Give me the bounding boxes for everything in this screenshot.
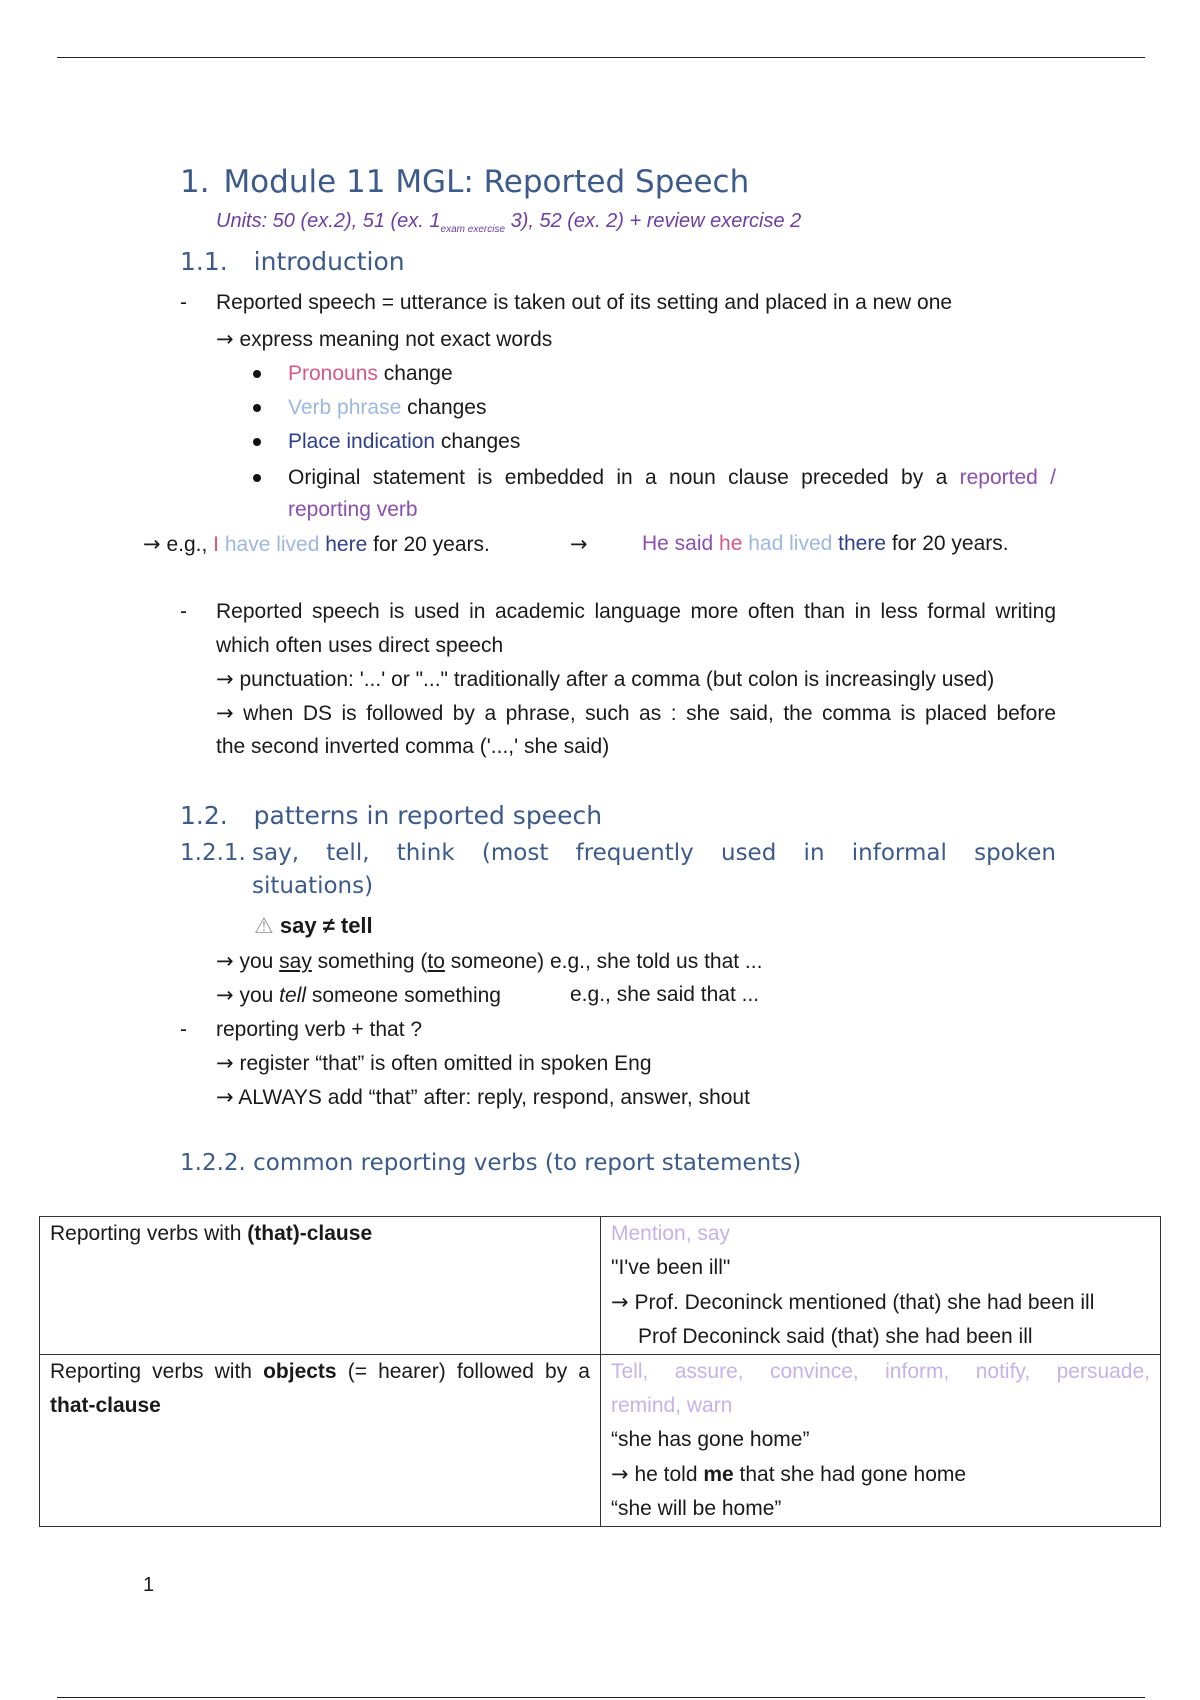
text: someone) e.g., she told us that ... bbox=[444, 950, 763, 973]
arrow-text: when DS is followed by a phrase, such as : she said, the comma is placed before bbox=[243, 702, 1056, 725]
title-text: Module 11 MGL: Reported Speech bbox=[223, 164, 750, 200]
section-number: 1.2.2. bbox=[180, 1150, 246, 1176]
arrow-text-continued: the second inverted comma ('...,' she said) bbox=[216, 735, 610, 758]
arrow-line bbox=[216, 662, 994, 697]
warning-line bbox=[254, 909, 373, 944]
text: someone something bbox=[306, 984, 501, 1007]
footer-rule bbox=[57, 1697, 1145, 1698]
bullet-dot-icon bbox=[253, 404, 261, 412]
list-item bbox=[288, 357, 453, 391]
arrow-icon: → bbox=[216, 1085, 234, 1109]
pronoun-he: he bbox=[713, 532, 743, 555]
table-row bbox=[40, 1355, 1161, 1527]
pronoun-i: I bbox=[213, 533, 219, 556]
example-line-reported bbox=[642, 527, 1009, 561]
arrow-icon: → bbox=[216, 1051, 234, 1075]
dash-marker: - bbox=[180, 600, 187, 623]
example-line-direct bbox=[143, 527, 490, 562]
table-row bbox=[40, 1217, 1161, 1355]
list-item bbox=[288, 425, 520, 459]
list-item-rest: changes bbox=[401, 396, 487, 419]
example-text: he told bbox=[634, 1463, 704, 1486]
section-heading-number-1-2-1: 1.2.1. bbox=[180, 840, 246, 866]
quote-text: “she will be home” bbox=[611, 1497, 782, 1520]
section-title: common reporting verbs (to report statements) bbox=[253, 1150, 802, 1176]
dash-marker: - bbox=[180, 291, 187, 314]
example-rest: for 20 years. bbox=[367, 533, 490, 556]
cell-text: (= hearer) followed by a bbox=[336, 1360, 590, 1383]
reported-word: reported / bbox=[959, 466, 1057, 489]
reporting-verb-word: reporting verb bbox=[288, 498, 418, 521]
arrow-icon: → bbox=[570, 532, 588, 556]
warning-text: say ≠ tell bbox=[279, 913, 373, 938]
arrow-icon: → bbox=[216, 327, 234, 351]
place-there: there bbox=[832, 532, 887, 555]
arrow-line bbox=[216, 944, 762, 979]
section-title: introduction bbox=[253, 247, 405, 276]
he-said: He said bbox=[642, 532, 714, 555]
cell-bold-text: (that)-clause bbox=[247, 1222, 373, 1245]
section-title: patterns in reported speech bbox=[253, 801, 603, 830]
arrow-icon: → bbox=[216, 983, 234, 1007]
arrow-text: express meaning not exact words bbox=[239, 328, 553, 351]
text: something ( bbox=[311, 950, 428, 973]
arrow-text: punctuation: '...' or "..." traditionally after a comma (but colon is increasingly used) bbox=[239, 668, 995, 691]
example-text: e.g., she said that ... bbox=[570, 983, 760, 1006]
section-heading-1-1 bbox=[180, 247, 405, 276]
bullet-dot-icon bbox=[253, 370, 261, 378]
section-heading-1-2-1: say, tell, think (most frequently used in informal spoken bbox=[252, 840, 1056, 866]
text: you bbox=[239, 984, 280, 1007]
arrow-icon: → bbox=[143, 532, 161, 556]
bullet-dot-icon bbox=[253, 438, 261, 446]
units-subscript: exam exercise bbox=[440, 224, 506, 235]
units-text-pre: Units: 50 (ex.2), 51 (ex. 1 bbox=[216, 210, 441, 232]
section-heading-1-2-2 bbox=[180, 1150, 801, 1176]
verb-have-lived: have lived bbox=[219, 533, 320, 556]
arrow-line bbox=[216, 696, 1056, 731]
bullet-text: which often uses direct speech bbox=[216, 634, 504, 657]
arrow-line bbox=[216, 322, 552, 357]
arrow-line bbox=[216, 1080, 750, 1115]
arrow-line bbox=[611, 1285, 1150, 1320]
arrow-icon: → bbox=[216, 949, 234, 973]
warning-icon: ⚠ bbox=[254, 914, 274, 939]
verb-list: remind, warn bbox=[611, 1394, 733, 1417]
units-line bbox=[216, 210, 801, 235]
cell-text: Reporting verbs with bbox=[50, 1222, 248, 1245]
dash-marker: - bbox=[180, 1018, 187, 1041]
arrow-icon: → bbox=[611, 1462, 629, 1486]
units-text-post: 3), 52 (ex. 2) + review exercise 2 bbox=[505, 210, 802, 232]
list-item bbox=[288, 391, 486, 425]
arrow-line bbox=[216, 1046, 652, 1081]
example-text: Prof Deconinck said (that) she had been ill bbox=[638, 1325, 1033, 1348]
section-heading-1-2 bbox=[180, 801, 602, 830]
arrow-line bbox=[611, 1457, 1150, 1492]
bullet-text: Reported speech = utterance is taken out of its setting and placed in a new one bbox=[216, 291, 953, 314]
verb-phrase-word: Verb phrase bbox=[288, 396, 402, 419]
place-here: here bbox=[319, 533, 368, 556]
section-number: 1.1. bbox=[180, 247, 228, 276]
table-cell bbox=[40, 1217, 601, 1355]
cell-bold-text: objects bbox=[263, 1360, 337, 1383]
bullet-text: Reported speech is used in academic language more often than in less formal writing bbox=[216, 600, 1056, 623]
title-number: 1. bbox=[180, 164, 210, 200]
bold-me: me bbox=[703, 1463, 734, 1486]
table-cell bbox=[40, 1355, 601, 1527]
list-item-rest: changes bbox=[435, 430, 521, 453]
cell-text: Reporting verbs with bbox=[50, 1360, 264, 1383]
header-rule bbox=[57, 57, 1145, 58]
arrow-icon: → bbox=[216, 667, 234, 691]
cell-line bbox=[50, 1355, 590, 1389]
example-rest: for 20 years. bbox=[886, 532, 1009, 555]
list-item-text: Original statement is embedded in a noun clause preceded by a bbox=[288, 466, 960, 489]
eg-label: e.g., bbox=[166, 533, 214, 556]
list-item bbox=[288, 461, 1056, 495]
page-title bbox=[180, 164, 749, 200]
arrow-text: register “that” is often omitted in spoken Eng bbox=[239, 1052, 652, 1075]
example-text: Prof. Deconinck mentioned (that) she had been ill bbox=[634, 1291, 1095, 1314]
text: you bbox=[239, 950, 280, 973]
page-number: 1 bbox=[143, 1574, 155, 1596]
example-text: that she had gone home bbox=[733, 1463, 967, 1486]
to-word: to bbox=[427, 950, 445, 973]
verb-list: Tell, assure, convince, inform, notify, persuade, bbox=[611, 1360, 1150, 1383]
table-cell bbox=[601, 1355, 1161, 1527]
quote-text: "I've been ill" bbox=[611, 1256, 731, 1279]
quote-text: “she has gone home” bbox=[611, 1428, 810, 1451]
arrow-line bbox=[216, 978, 501, 1013]
cell-bold-text: that-clause bbox=[50, 1394, 161, 1417]
arrow-icon: → bbox=[216, 701, 234, 725]
bullet-text: reporting verb + that ? bbox=[216, 1018, 423, 1041]
verb-had-lived: had lived bbox=[742, 532, 833, 555]
arrow-icon: → bbox=[611, 1290, 629, 1314]
pronouns-word: Pronouns bbox=[288, 362, 378, 385]
bullet-dot-icon bbox=[253, 474, 261, 482]
table-cell bbox=[601, 1217, 1161, 1355]
list-item-rest: change bbox=[377, 362, 453, 385]
reporting-verbs-table bbox=[39, 1216, 1161, 1527]
say-word: say bbox=[279, 950, 312, 973]
tell-word: tell bbox=[279, 984, 307, 1007]
arrow-text: ALWAYS add “that” after: reply, respond, answer, shout bbox=[238, 1086, 750, 1109]
section-heading-1-2-1-cont: situations) bbox=[252, 873, 374, 899]
verb-list: Mention, say bbox=[611, 1222, 731, 1245]
section-number: 1.2. bbox=[180, 801, 228, 830]
place-indication-word: Place indication bbox=[288, 430, 436, 453]
